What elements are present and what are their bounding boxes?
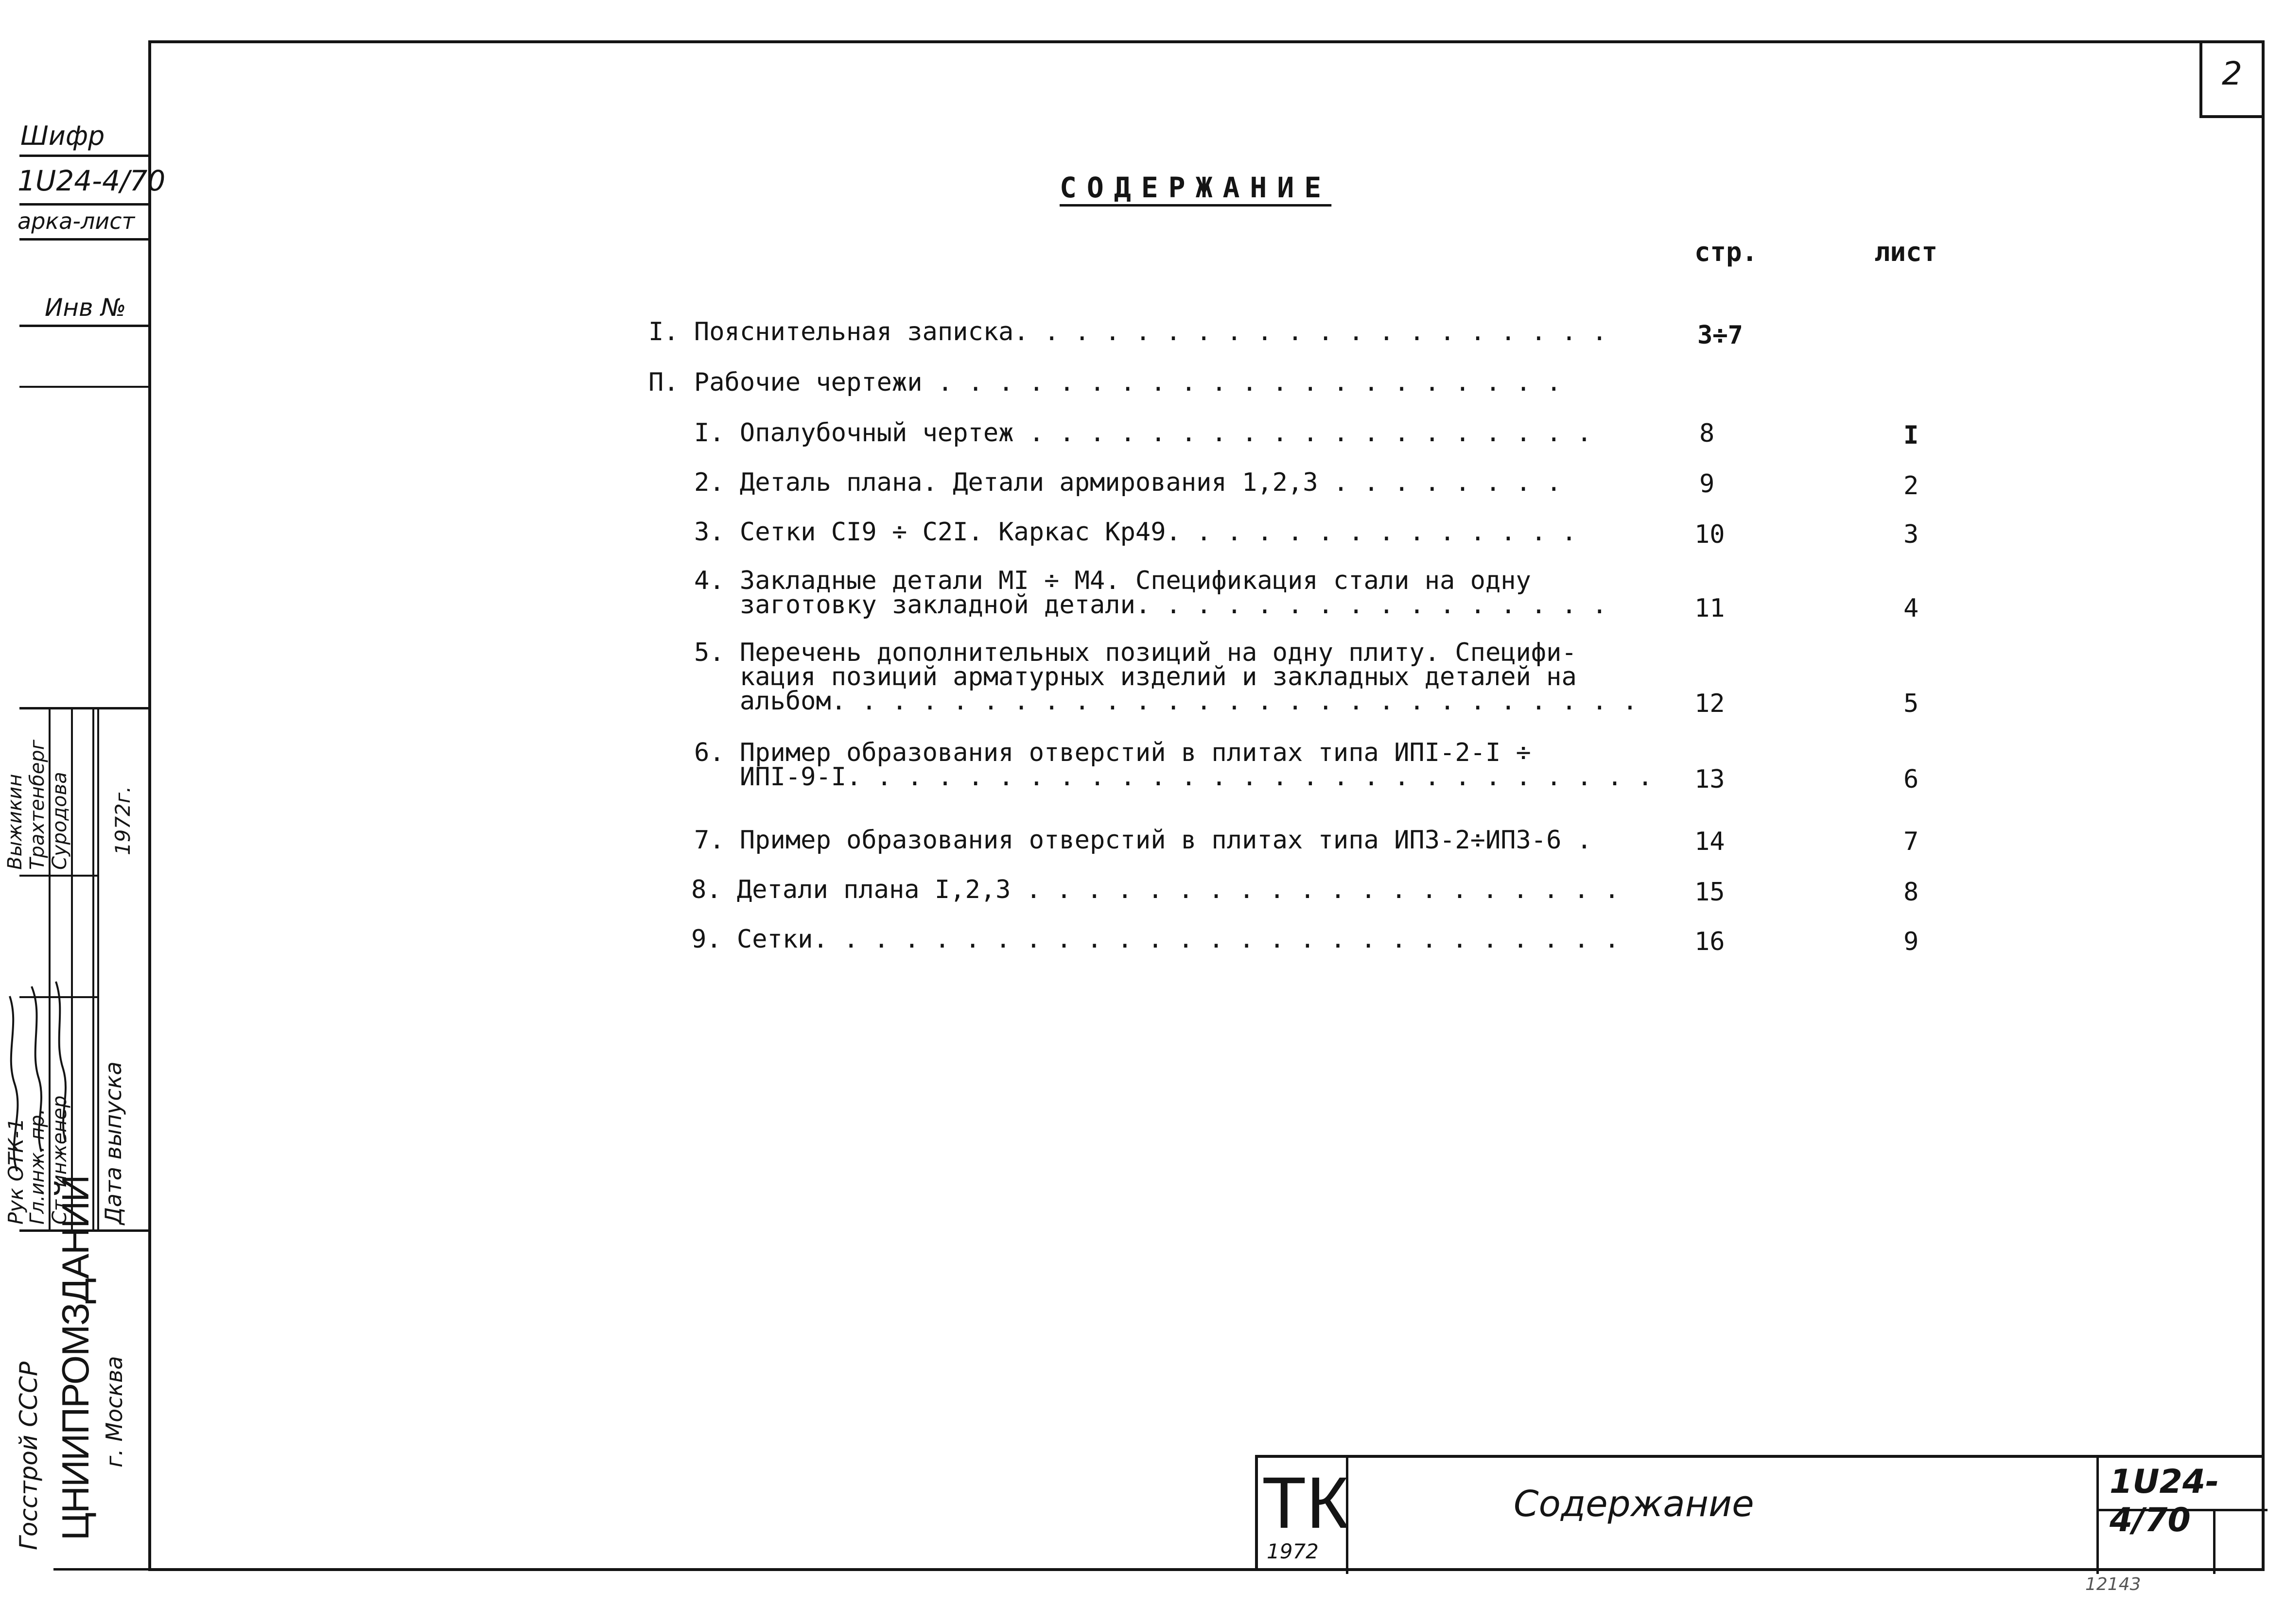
toc-entry-8: 6. Пример образования отверстий в плитах типа ИПI-2-I ÷ ИПI-9-I. . . . . . . . . . . . . . . . . . . . . . . . . . .	[694, 738, 1653, 792]
toc-entry-7: 5. Перечень дополнительных позиций на одну плиту. Специфи- кация позиций арматурных изделий и закладных деталей на альбом. . . . . . . . . . . . . . . . . . . . . . . . . . .	[694, 638, 1638, 716]
title-block	[1255, 1455, 2265, 1571]
mark-sheet-label: арка-лист	[17, 208, 135, 234]
column-sheet: лист	[1874, 237, 1938, 267]
toc-page-11: 16	[1694, 927, 1725, 956]
toc-page-6: 11	[1694, 594, 1725, 623]
toc-entry-1: I. Пояснительная записка. . . . . . . . . . . . . . . . . . . .	[648, 317, 1607, 346]
toc-page-7: 12	[1694, 689, 1725, 718]
toc-page-8: 13	[1694, 765, 1725, 794]
cipher-label: Шифр	[20, 121, 105, 151]
toc-sheet-10: 8	[1903, 878, 1919, 907]
role-release-date: Дата выпуска	[100, 1061, 126, 1225]
column-page: стр.	[1694, 237, 1758, 267]
toc-page-4: 9	[1699, 469, 1715, 499]
toc-page-10: 15	[1694, 878, 1725, 907]
role-otk: Рук ОТК-1	[4, 1118, 28, 1225]
drawing-frame	[148, 40, 2265, 1571]
toc-sheet-11: 9	[1903, 927, 1919, 956]
toc-page-3: 8	[1699, 419, 1715, 448]
toc-entry-11: 9. Сетки. . . . . . . . . . . . . . . . . . . . . . . . . . .	[691, 925, 1620, 954]
name-1: Выжикин	[4, 774, 26, 870]
release-year: 1972г.	[111, 786, 135, 855]
page-number: 2	[2222, 55, 2242, 92]
toc-page-9: 14	[1694, 827, 1725, 856]
cipher-value: 1U24-4/70	[17, 164, 166, 197]
toc-entry-2: П. Рабочие чертежи . . . . . . . . . . . . . . . . . . . . .	[648, 368, 1562, 397]
toc-entry-10: 8. Детали плана I,2,3 . . . . . . . . . . . . . . . . . . . .	[691, 875, 1620, 904]
footer-number: 12143	[2085, 1574, 2141, 1594]
page-number-box	[2199, 40, 2265, 118]
toc-page-1: 3÷7	[1697, 321, 1743, 350]
tb-code: 1U24-4/70	[2110, 1463, 2219, 1539]
role-senior-engineer: Ст. инженер	[49, 1095, 71, 1225]
role-chief-engineer: Гл.инж. пр.	[26, 1108, 49, 1225]
tb-year: 1972	[1267, 1539, 1319, 1563]
name-2: Трахтенберг	[26, 740, 49, 870]
contents-heading: СОДЕРЖАНИЕ	[1060, 171, 1332, 204]
org-ministry: Госстрой СССР	[15, 1361, 43, 1550]
toc-entry-9: 7. Пример образования отверстий в плитах типа ИП3-2÷ИП3-6 .	[694, 826, 1592, 855]
toc-sheet-7: 5	[1903, 689, 1919, 718]
toc-sheet-4: 2	[1903, 471, 1919, 501]
toc-sheet-5: 3	[1903, 520, 1919, 549]
inventory-label: Инв №	[45, 294, 126, 322]
toc-entry-5: 3. Сетки СI9 ÷ С2I. Каркас Кр49. . . . . . . . . . . . . .	[694, 518, 1577, 547]
toc-entry-6: 4. Закладные детали МI ÷ М4. Спецификация стали на одну заготовку закладной детали. . . . . . . . . . . . . . . .	[694, 566, 1607, 620]
org-name: ЦНИИПРОМЗДАНИЙ	[54, 1175, 97, 1540]
name-3: Суродова	[49, 772, 71, 870]
tb-series: ТК	[1262, 1462, 1349, 1543]
toc-sheet-3: I	[1903, 421, 1919, 450]
toc-sheet-6: 4	[1903, 594, 1919, 623]
toc-page-5: 10	[1694, 520, 1725, 549]
tb-title: Содержание	[1514, 1483, 1754, 1525]
toc-sheet-9: 7	[1903, 827, 1919, 856]
toc-sheet-8: 6	[1903, 765, 1919, 794]
toc-entry-4: 2. Деталь плана. Детали армирования 1,2,3 . . . . . . . .	[694, 468, 1562, 497]
toc-entry-3: I. Опалубочный чертеж . . . . . . . . . . . . . . . . . . .	[694, 418, 1592, 448]
org-city: г. Москва	[101, 1356, 127, 1468]
